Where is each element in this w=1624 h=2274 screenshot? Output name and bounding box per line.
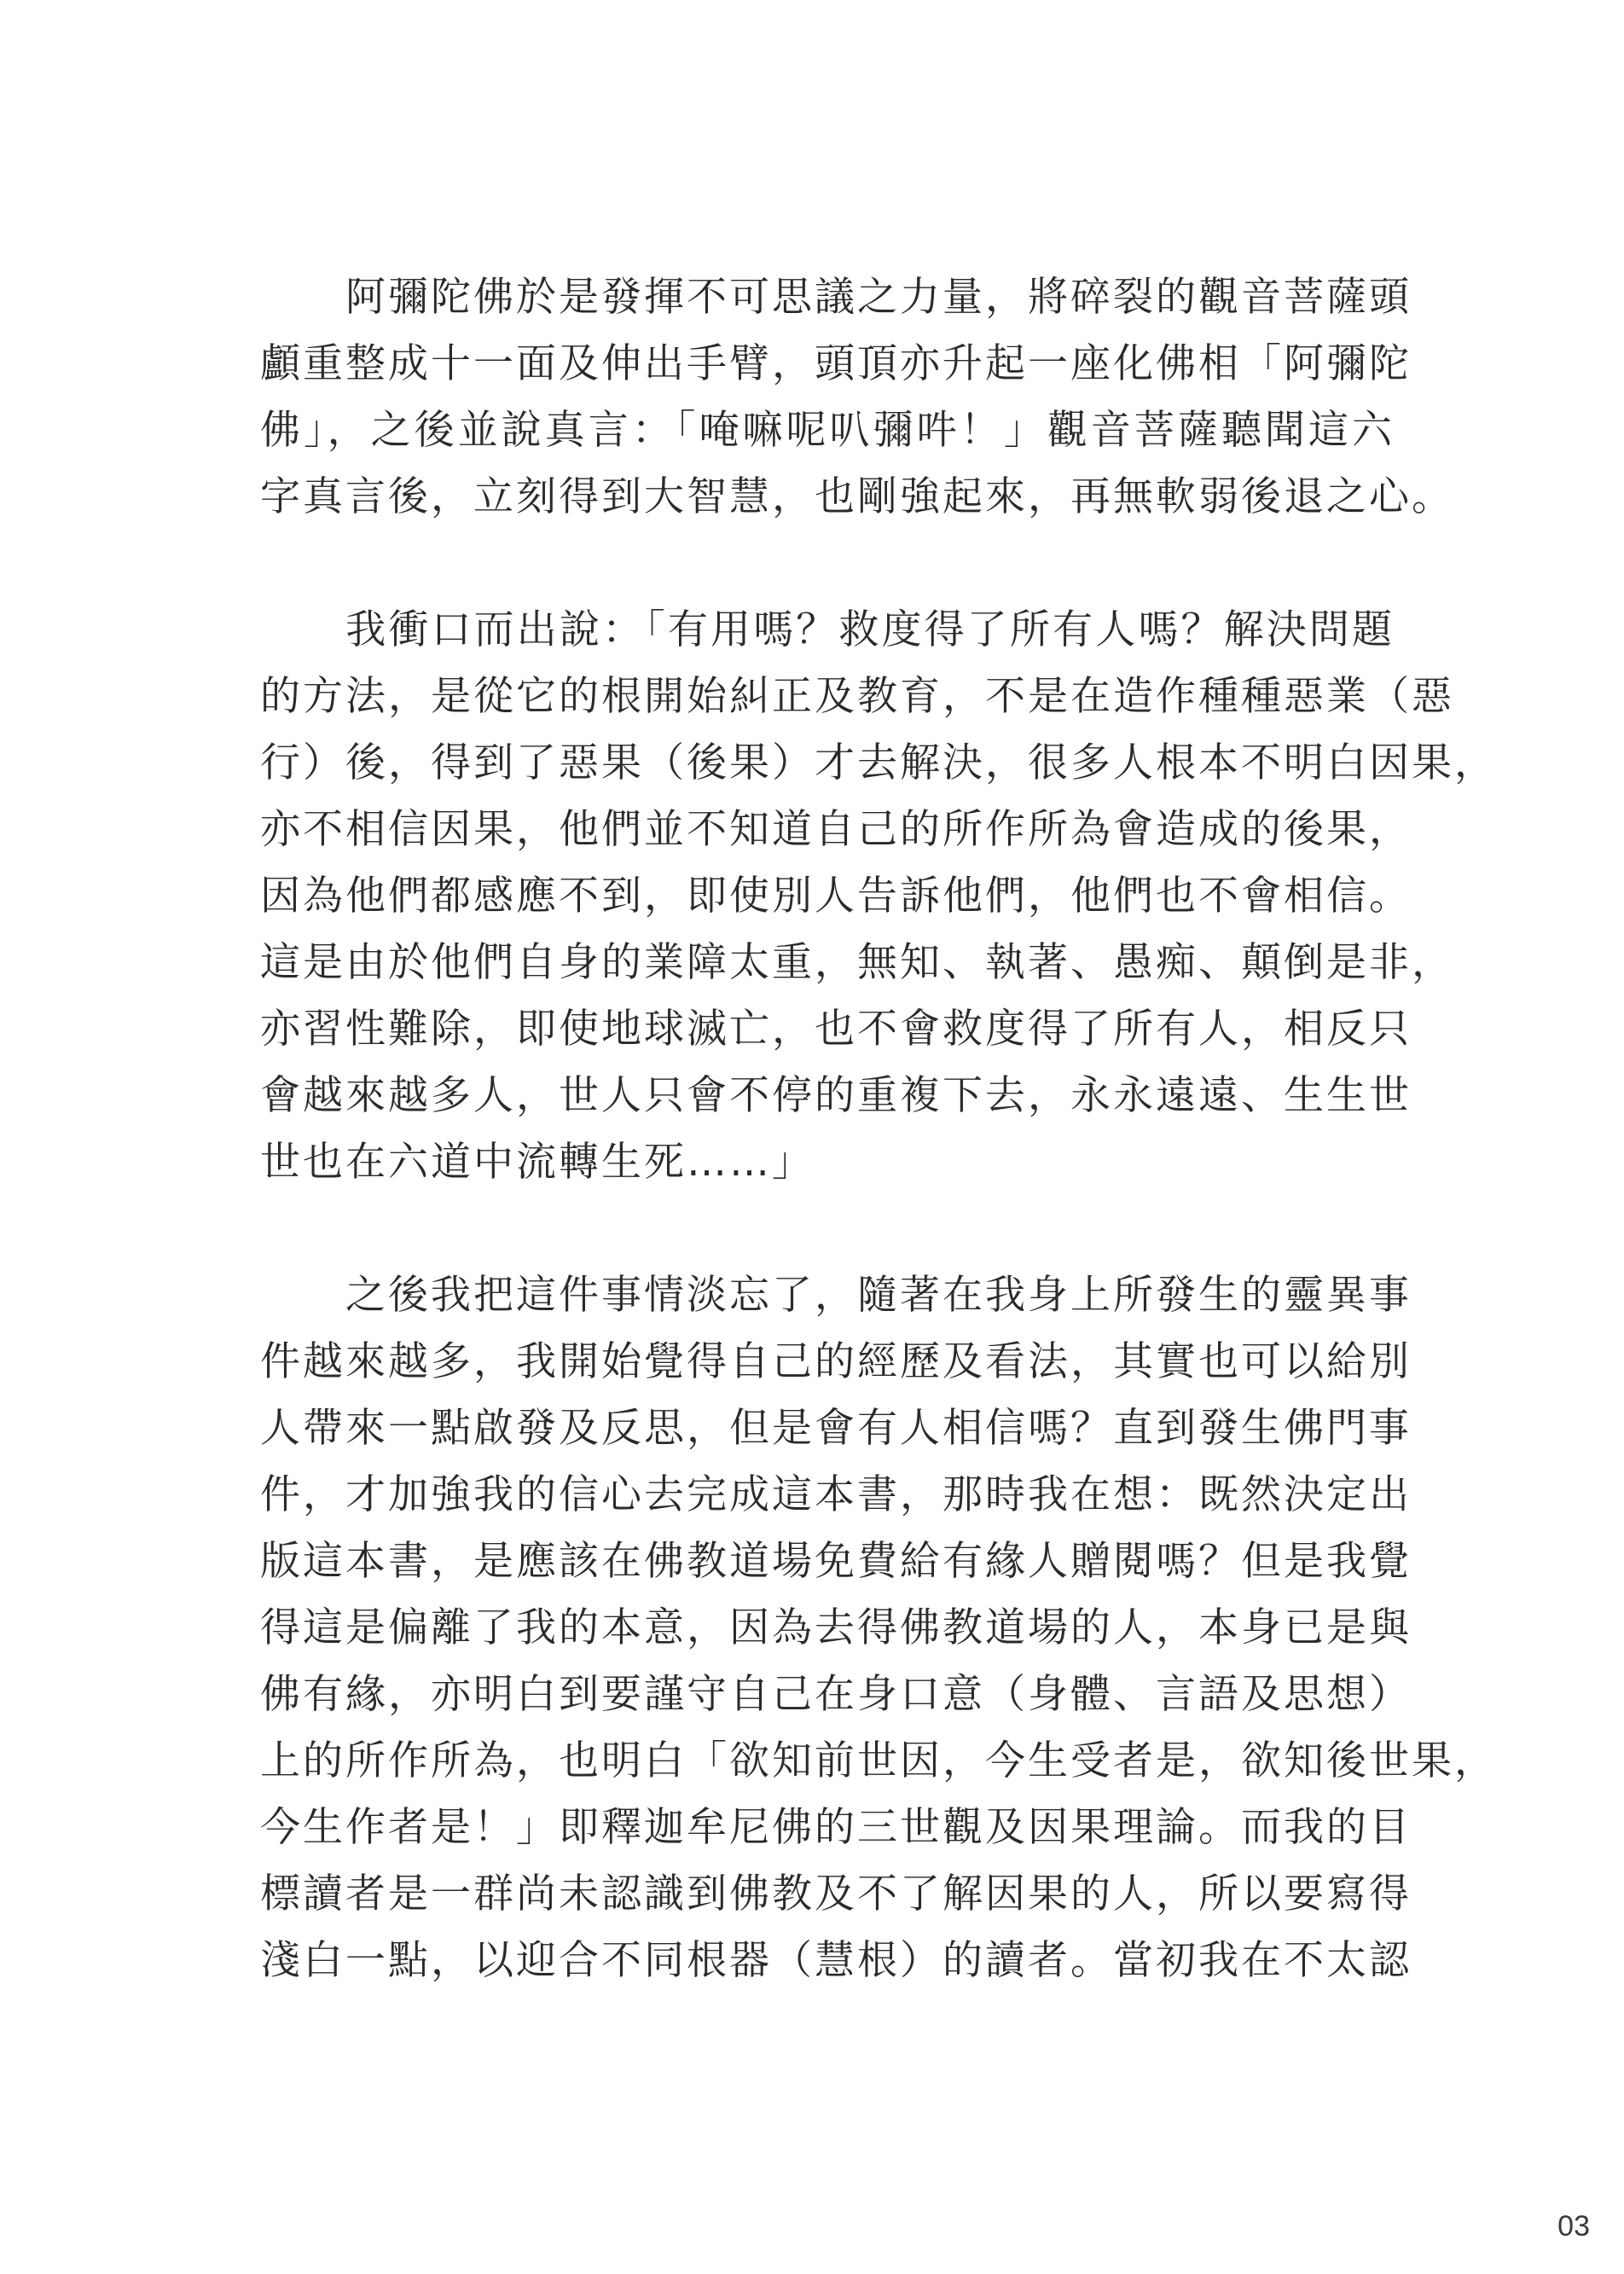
page-number: 03 bbox=[1557, 2210, 1590, 2242]
text-line: 佛」，之後並說真言：「唵嘛呢叭彌吽！」觀音菩薩聽聞這六 bbox=[260, 407, 1395, 454]
text-line: 淺白一點，以迎合不同根器（慧根）的讀者。當初我在不太認 bbox=[260, 1937, 1412, 1984]
text-line: 版這本書，是應該在佛教道場免費給有緣人贈閱嗎？但是我覺 bbox=[260, 1538, 1412, 1585]
text-line: 的方法，是從它的根開始糾正及教育，不是在造作種種惡業（惡 bbox=[260, 673, 1454, 720]
paragraph-3 bbox=[260, 1262, 1497, 1994]
text-line: 佛有緣，亦明白到要謹守自己在身口意（身體、言語及思想） bbox=[260, 1671, 1412, 1718]
text-line: 顱重整成十一面及伸出手臂，頭頂亦升起一座化佛相「阿彌陀 bbox=[260, 340, 1412, 387]
text-line: 標讀者是一群尚未認識到佛教及不了解因果的人，所以要寫得 bbox=[260, 1871, 1412, 1917]
text-line: 世也在六道中流轉生死……」 bbox=[260, 1139, 815, 1186]
text-line: 阿彌陀佛於是發揮不可思議之力量，將碎裂的觀音菩薩頭 bbox=[260, 274, 1412, 321]
body-text bbox=[260, 264, 1497, 2061]
paragraph-2 bbox=[260, 597, 1497, 1196]
text-line: 得這是偏離了我的本意，因為去得佛教道場的人，本身已是與 bbox=[260, 1604, 1412, 1651]
text-line: 因為他們都感應不到，即使別人告訴他們，他們也不會相信。 bbox=[260, 873, 1412, 919]
text-line: 亦不相信因果，他們並不知道自己的所作所為會造成的後果， bbox=[260, 806, 1412, 853]
paragraph-1 bbox=[260, 264, 1454, 531]
text-line: 件，才加強我的信心去完成這本書，那時我在想：既然決定出 bbox=[260, 1471, 1412, 1518]
text-line: 今生作者是！」即釋迦牟尼佛的三世觀及因果理論。而我的目 bbox=[260, 1804, 1412, 1851]
text-line: 件越來越多，我開始覺得自己的經歷及看法，其實也可以給別 bbox=[260, 1338, 1412, 1385]
text-line: 之後我把這件事情淡忘了，隨著在我身上所發生的靈異事 bbox=[260, 1272, 1412, 1319]
text-line: 我衝口而出說：「有用嗎？救度得了所有人嗎？解決問題 bbox=[260, 606, 1395, 653]
text-line: 人帶來一點啟發及反思，但是會有人相信嗎？直到發生佛門事 bbox=[260, 1405, 1412, 1452]
text-line: 上的所作所為，也明白「欲知前世因，今生受者是，欲知後世果， bbox=[260, 1737, 1497, 1784]
text-line: 字真言後，立刻得到大智慧，也剛強起來，再無軟弱後退之心。 bbox=[260, 473, 1454, 520]
text-line: 會越來越多人，世人只會不停的重複下去，永永遠遠、生生世 bbox=[260, 1072, 1412, 1119]
text-line: 行）後，得到了惡果（後果）才去解決，很多人根本不明白因果， bbox=[260, 740, 1497, 786]
text-line: 這是由於他們自身的業障太重，無知、執著、愚痴、顛倒是非， bbox=[260, 939, 1454, 986]
text-line: 亦習性難除，即使地球滅亡，也不會救度得了所有人，相反只 bbox=[260, 1006, 1412, 1053]
